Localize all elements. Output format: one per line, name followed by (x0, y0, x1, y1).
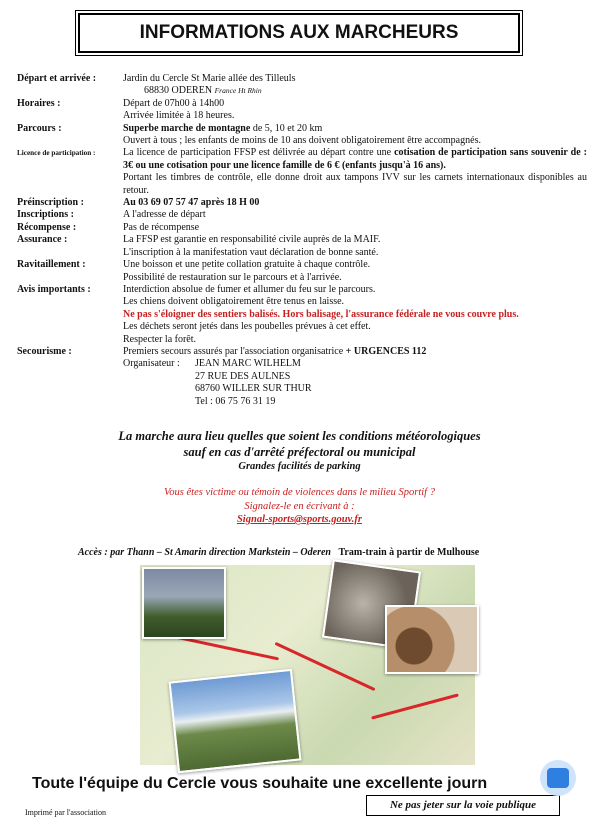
mountain-photo (142, 567, 226, 639)
row-licence: Licence de participation : La licence de participation FFSP est délivrée au départ contre une cotisation de participation sans souvenir de : 3€ ou une cotisation pour une licence famille de 6 € (enfants jusqu'à 16 ans). Portant les timbres de contrôle, elle donne droit aux tampons IVV sur les carnets internationaux disponibles au retour. (17, 147, 587, 196)
row-recompense: Récompense : Pas de récompense (17, 221, 200, 233)
row-depart (17, 73, 587, 98)
access-info: Accès : par Thann – St Amarin direction Markstein – Oderen Tram-train à partir de Mulhouse (78, 547, 480, 558)
route-line (371, 693, 459, 719)
do-not-litter-notice: Ne pas jeter sur la voie publique (366, 795, 560, 816)
row-inscriptions: Inscriptions : A l'adresse de départ (17, 209, 206, 221)
tent-event-photo (169, 669, 302, 773)
depart-handwritten: France Ht Rhin (214, 86, 262, 96)
page-title: INFORMATIONS AUX MARCHEURS (139, 22, 459, 43)
calendar-icon (547, 768, 569, 788)
map-photo-collage (140, 565, 475, 765)
row-parcours: Parcours : Superbe marche de montagne de 5, 10 et 20 km Ouvert à tous ; les enfants de moins de 10 ans doivent obligatoirement être accompagnés. (17, 122, 481, 147)
organizer-block: Organisateur : JEAN MARC WILHELM 27 RUE DES AULNES 68760 WILLER SUR THUR Tel : 06 75 76 31 19 (123, 358, 312, 407)
row-secourisme: Secourisme : Premiers secours assurés par l'association organisatrice + URGENCES 112 Organisateur : JEAN MARC WILHELM 27 RUE DES AULNES 68760 WILLER SUR THUR Tel : 06 75 76 31 19 (17, 346, 587, 408)
title-box (78, 13, 520, 53)
weather-notice: La marche aura lieu quelles que soient les conditions météorologiques sauf en cas d'arrêté préfectoral ou municipal Grandes facilités de parking (118, 429, 481, 472)
food-photo (385, 605, 479, 674)
avis-warning: Ne pas s'éloigner des sentiers balisés. Hors balisage, l'assurance fédérale ne vous couvre plus. (123, 308, 519, 320)
row-assurance: Assurance : La FFSP est garantie en responsabilité civile auprès de la MAIF. L'inscription à la manifestation vaut déclaration de bonne santé. (17, 234, 381, 258)
row-preinscription: Préinscription : Au 03 69 07 57 47 après 18 H 00 (17, 197, 260, 209)
row-horaires: Horaires : Départ de 07h00 à 14h00 Arrivée limitée à 18 heures. (17, 97, 235, 122)
info-section (17, 73, 587, 408)
depart-line1: Jardin du Cercle St Marie allée des Tilleuls (123, 73, 296, 84)
depart-line2: 68830 ODEREN (144, 85, 213, 97)
printed-by: Imprimé par l'association (25, 808, 106, 817)
report-email-link[interactable]: Signal-sports@sports.gouv.fr (236, 514, 363, 525)
row-ravitaillement: Ravitaillement : Une boisson et une petite collation gratuite à chaque contrôle. Possibilité de restauration sur le parcours et à l'arrivée. (17, 259, 371, 283)
label-depart: Départ et arrivée : (17, 73, 97, 84)
calendar-app-icon[interactable] (540, 760, 576, 796)
footer-message: Toute l'équipe du Cercle vous souhaite une excellente journ (32, 775, 488, 792)
violence-notice: Vous êtes victime ou témoin de violences dans le milieu Sportif ? Signalez-le en écrivant à : Signal-sports@sports.gouv.fr (0, 486, 599, 527)
row-avis: Avis importants : Interdiction absolue de fumer et allumer du feu sur le parcours. Les chiens doivent obligatoirement être tenus en laisse. Ne pas s'éloigner des sentiers balisés. Hors balisage, l'assurance fédérale ne vous couvre plus. Les déchets seront jetés dans les poubelles prévues à cet effet. Respecter la forêt. (17, 284, 587, 346)
